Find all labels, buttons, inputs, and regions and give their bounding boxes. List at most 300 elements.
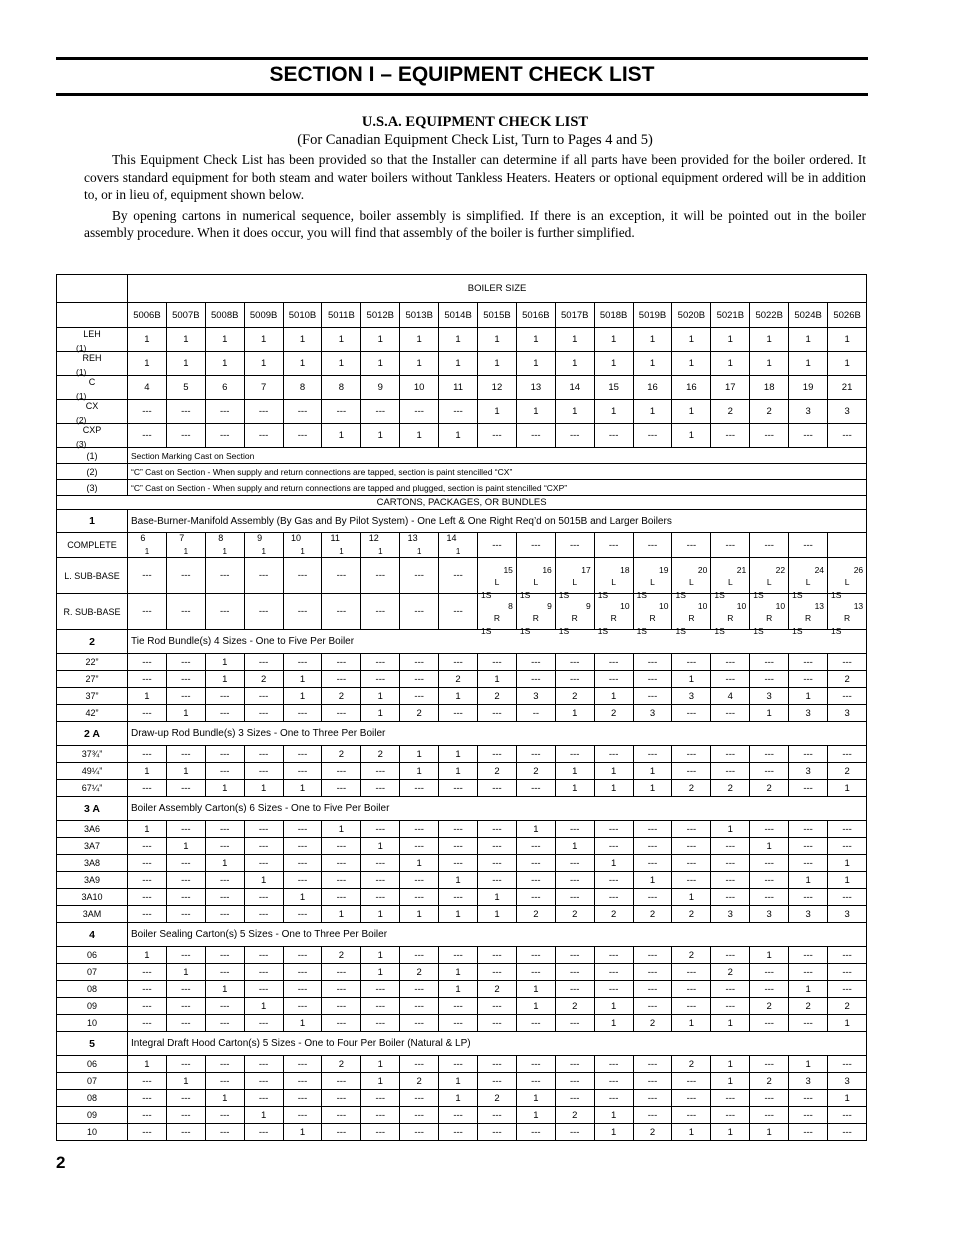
sub-number: 10 (697, 600, 708, 611)
boiler-size-5012b: 5012B (361, 303, 400, 328)
value-cell: --- (516, 838, 555, 855)
section-count-cell: --- (205, 400, 244, 424)
sub-code: 1S (558, 625, 570, 636)
value-cell: --- (478, 947, 517, 964)
value-cell: --- (633, 1107, 672, 1124)
value-cell: --- (166, 872, 205, 889)
footnote-mark: (1) (76, 390, 87, 401)
value-cell: --- (244, 654, 283, 671)
value-cell: 2 (672, 1056, 711, 1073)
value-cell: --- (633, 654, 672, 671)
value-cell: --- (516, 1073, 555, 1090)
value-cell: --- (594, 533, 633, 558)
value-cell: --- (633, 688, 672, 705)
value-cell: --- (283, 872, 322, 889)
item-label: 08 (57, 981, 128, 998)
value-cell: --- (361, 1015, 400, 1032)
section-row-reh (57, 352, 867, 376)
value-cell: --- (828, 688, 867, 705)
value-cell: 1 (166, 705, 205, 722)
group-number: 5 (57, 1032, 128, 1056)
value-cell: 1 (516, 998, 555, 1015)
group-title: Boiler Assembly Carton(s) 6 Sizes - One to Five Per Boiler (128, 797, 867, 821)
footnote-mark: (3) (76, 438, 87, 449)
value-cell: 1 (439, 763, 478, 780)
value-cell: --- (439, 558, 478, 594)
value-cell: --- (166, 1124, 205, 1141)
section-name: LEH (83, 328, 101, 339)
value-cell: --- (789, 746, 828, 763)
section-label-cell (57, 352, 128, 376)
value-cell: --- (322, 872, 361, 889)
cartons-header-row (57, 496, 867, 510)
value-cell: --- (828, 838, 867, 855)
item-label: 3AM (57, 906, 128, 923)
quantity: 1 (144, 547, 150, 556)
value-cell: 1 (439, 964, 478, 981)
value-cell: 1 (166, 964, 205, 981)
section-count-cell: 1 (322, 352, 361, 376)
footnote-mark: (2) (57, 464, 128, 480)
value-cell: --- (672, 981, 711, 998)
value-cell: 3 (711, 906, 750, 923)
stacked-value-cell (322, 533, 361, 558)
section-count-cell: 1 (439, 352, 478, 376)
value-cell: 1 (555, 763, 594, 780)
item-label: 07 (57, 964, 128, 981)
sub-base-row-left (57, 558, 867, 594)
section-count-cell: 1 (478, 400, 517, 424)
section-count-cell: --- (594, 424, 633, 448)
value-cell: 3 (828, 1073, 867, 1090)
value-cell: --- (439, 780, 478, 797)
item-row (57, 981, 867, 998)
value-cell: 2 (478, 688, 517, 705)
side-letter: L (766, 576, 772, 587)
value-cell: 1 (672, 889, 711, 906)
value-cell: --- (128, 654, 167, 671)
value-cell: --- (244, 746, 283, 763)
item-row (57, 1015, 867, 1032)
value-cell: --- (205, 1056, 244, 1073)
value-cell: --- (400, 780, 439, 797)
sub-code: 1S (519, 625, 531, 636)
value-cell: --- (633, 533, 672, 558)
sub-code: 1S (753, 589, 764, 600)
value-cell: --- (361, 654, 400, 671)
value-cell: --- (128, 780, 167, 797)
section-count-cell: 1 (555, 328, 594, 352)
quantity: 1 (378, 547, 383, 556)
value-cell: --- (244, 594, 283, 630)
value-cell: --- (166, 688, 205, 705)
value-cell: --- (244, 1090, 283, 1107)
item-row (57, 1107, 867, 1124)
value-cell: --- (672, 998, 711, 1015)
value-cell: --- (361, 821, 400, 838)
section-count-cell: 1 (322, 424, 361, 448)
stacked-value-cell (128, 533, 167, 558)
value-cell: 1 (244, 780, 283, 797)
section-count-cell: 1 (594, 352, 633, 376)
value-cell: 1 (828, 855, 867, 872)
stacked-value-cell (166, 533, 205, 558)
stacked-value-cell (555, 558, 594, 600)
boiler-size-5026b: 5026B (828, 303, 867, 328)
section-count-cell: --- (166, 424, 205, 448)
item-label: 3A8 (57, 855, 128, 872)
value-cell: --- (594, 964, 633, 981)
value-cell: --- (439, 889, 478, 906)
value-cell: --- (361, 671, 400, 688)
item-row (57, 889, 867, 906)
value-cell: 1 (400, 746, 439, 763)
value-cell: --- (283, 1073, 322, 1090)
section-label-cell (57, 400, 128, 424)
group-title: Tie Rod Bundle(s) 4 Sizes - One to Five Per Boiler (128, 630, 867, 654)
sub-number: 9 (257, 533, 263, 543)
value-cell: --- (594, 1073, 633, 1090)
sub-code: 1S (481, 625, 492, 636)
value-cell: --- (205, 872, 244, 889)
value-cell: 1 (789, 981, 828, 998)
sub-number: 14 (446, 533, 457, 543)
value-cell: 1 (439, 746, 478, 763)
value-cell: --- (439, 855, 478, 872)
side-letter: R (532, 612, 539, 623)
side-letter: L (805, 576, 811, 587)
value-cell: 2 (322, 746, 361, 763)
value-cell: --- (166, 855, 205, 872)
value-cell: 1 (361, 705, 400, 722)
value-cell: --- (789, 671, 828, 688)
value-cell: 1 (555, 780, 594, 797)
value-cell: --- (400, 1056, 439, 1073)
value-cell: --- (594, 821, 633, 838)
section-count-cell: --- (478, 424, 517, 448)
sub-number: 10 (290, 533, 301, 543)
value-cell: 1 (244, 872, 283, 889)
value-cell: --- (283, 1056, 322, 1073)
boiler-size-5017b: 5017B (555, 303, 594, 328)
value-cell: --- (400, 889, 439, 906)
value-cell: --- (244, 1015, 283, 1032)
value-cell: --- (400, 1124, 439, 1141)
value-cell: 2 (594, 906, 633, 923)
value-cell: --- (789, 1124, 828, 1141)
value-cell: --- (244, 981, 283, 998)
value-cell: --- (128, 1090, 167, 1107)
boiler-size-header: BOILER SIZE (128, 275, 867, 303)
value-cell: --- (633, 964, 672, 981)
value-cell: --- (439, 838, 478, 855)
sub-code: 1S (714, 589, 725, 600)
section-count-cell: 13 (516, 376, 555, 400)
sub-number: 10 (775, 600, 786, 611)
section-count-cell: 1 (361, 352, 400, 376)
section-count-cell: --- (789, 424, 828, 448)
header-corner-cell (57, 275, 128, 303)
boiler-size-5006b: 5006B (128, 303, 167, 328)
value-cell: --- (711, 671, 750, 688)
value-cell: --- (166, 1090, 205, 1107)
value-cell: --- (322, 671, 361, 688)
value-cell: --- (322, 558, 361, 594)
value-cell: --- (244, 838, 283, 855)
value-cell: --- (400, 872, 439, 889)
value-cell: --- (166, 780, 205, 797)
value-cell: --- (322, 889, 361, 906)
value-cell: 1 (400, 763, 439, 780)
value-cell: --- (244, 688, 283, 705)
section-count-cell: 1 (672, 352, 711, 376)
sub-number: 10 (659, 600, 669, 611)
side-letter: R (610, 612, 617, 623)
value-cell: 1 (205, 1090, 244, 1107)
item-label: 08 (57, 1090, 128, 1107)
value-cell: --- (283, 654, 322, 671)
item-row (57, 964, 867, 981)
value-cell: --- (205, 1107, 244, 1124)
quantity: 1 (300, 547, 305, 556)
side-letter: L (689, 576, 694, 587)
value-cell: 1 (439, 981, 478, 998)
item-label: 3A10 (57, 889, 128, 906)
intro-paragraph: By opening cartons in numerical sequence, boiler assembly is simplified. If there is an exception, it will be pointed out in the boiler assembly procedure. When it does occur, you will find that assembly of the boiler is further simplified. (84, 207, 866, 240)
value-cell: 1 (322, 906, 361, 923)
row-label: COMPLETE (57, 533, 128, 558)
value-cell: 2 (672, 947, 711, 964)
value-cell: 1 (283, 889, 322, 906)
value-cell: --- (633, 947, 672, 964)
sub-code: 1S (753, 625, 764, 636)
value-cell: --- (244, 906, 283, 923)
boiler-size-5016b: 5016B (516, 303, 555, 328)
value-cell: --- (400, 947, 439, 964)
item-label: 09 (57, 998, 128, 1015)
value-cell: --- (205, 558, 244, 594)
item-row (57, 1090, 867, 1107)
value-cell: --- (594, 981, 633, 998)
value-cell: --- (711, 746, 750, 763)
section-count-cell: 1 (516, 328, 555, 352)
quantity: 1 (455, 547, 461, 556)
section-row-leh (57, 328, 867, 352)
section-count-cell: 1 (633, 400, 672, 424)
group-title: Draw-up Rod Bundle(s) 3 Sizes - One to Three Per Boiler (128, 722, 867, 746)
quantity: 1 (261, 547, 266, 556)
value-cell: 2 (633, 1015, 672, 1032)
sub-code: 1S (792, 625, 803, 636)
sub-number: 15 (503, 564, 513, 575)
side-letter: R (571, 612, 578, 623)
side-letter: R (688, 612, 695, 623)
section-count-cell: 1 (594, 328, 633, 352)
value-cell: 1 (400, 855, 439, 872)
value-cell: --- (789, 1090, 828, 1107)
value-cell: --- (478, 1015, 517, 1032)
value-cell: --- (750, 654, 789, 671)
value-cell: --- (361, 1124, 400, 1141)
section-count-cell: 1 (322, 328, 361, 352)
section-count-cell: 1 (439, 328, 478, 352)
value-cell: --- (439, 1107, 478, 1124)
value-cell: --- (750, 533, 789, 558)
section-count-cell: --- (128, 424, 167, 448)
section-name: CXP (82, 424, 102, 435)
sub-code: 1S (519, 589, 531, 600)
value-cell: --- (750, 746, 789, 763)
section-count-cell: --- (205, 424, 244, 448)
value-cell: --- (128, 964, 167, 981)
value-cell: --- (322, 780, 361, 797)
value-cell: 1 (283, 1124, 322, 1141)
section-count-cell: 7 (244, 376, 283, 400)
sub-number: 10 (620, 600, 630, 611)
section-label-cell (57, 376, 128, 400)
value-cell: --- (283, 998, 322, 1015)
value-cell: --- (750, 855, 789, 872)
value-cell: --- (400, 838, 439, 855)
section-count-cell: --- (439, 400, 478, 424)
value-cell: 1 (516, 981, 555, 998)
value-cell: --- (322, 1107, 361, 1124)
value-cell: --- (750, 872, 789, 889)
header-corner-cell (57, 303, 128, 328)
value-cell: --- (205, 746, 244, 763)
value-cell: --- (166, 998, 205, 1015)
value-cell: 1 (828, 1090, 867, 1107)
section-count-cell: 10 (400, 376, 439, 400)
value-cell: --- (750, 763, 789, 780)
value-cell: --- (283, 821, 322, 838)
value-cell: --- (322, 654, 361, 671)
value-cell: --- (322, 763, 361, 780)
sub-code: 1S (636, 589, 647, 600)
value-cell: --- (322, 855, 361, 872)
value-cell: --- (478, 998, 517, 1015)
value-cell: --- (555, 654, 594, 671)
value-cell: --- (789, 838, 828, 855)
sub-number: 13 (407, 533, 418, 543)
intro-block (84, 113, 866, 245)
value-cell: 1 (711, 1124, 750, 1141)
value-cell: --- (633, 998, 672, 1015)
value-cell: --- (555, 533, 594, 558)
group-number: 3 A (57, 797, 128, 821)
value-cell: --- (205, 688, 244, 705)
value-cell: --- (166, 947, 205, 964)
section-count-cell: 9 (361, 376, 400, 400)
item-row (57, 838, 867, 855)
value-cell: --- (400, 998, 439, 1015)
value-cell: 2 (828, 998, 867, 1015)
value-cell: 1 (750, 947, 789, 964)
item-row (57, 1073, 867, 1090)
value-cell: 1 (789, 872, 828, 889)
value-cell: --- (128, 1124, 167, 1141)
footnote-mark: (1) (76, 366, 87, 377)
intro-paragraph: This Equipment Check List has been provided so that the Installer can determine if all parts have been provided for the boiler ordered. It covers standard equipment for both steam and water boilers without Tankless Heaters. Heaters or optional equipment ordered will be in addition to, or in lieu of, equipment shown below. (84, 152, 866, 202)
value-cell: 2 (711, 780, 750, 797)
value-cell: 1 (361, 906, 400, 923)
item-label: 42” (57, 705, 128, 722)
value-cell: --- (828, 1056, 867, 1073)
boiler-size-5015b: 5015B (478, 303, 517, 328)
value-cell: 1 (166, 838, 205, 855)
value-cell: --- (283, 558, 322, 594)
section-count-cell: --- (283, 400, 322, 424)
item-row (57, 855, 867, 872)
value-cell: 3 (750, 688, 789, 705)
sub-code: 1S (675, 625, 686, 636)
checklist-heading: U.S.A. EQUIPMENT CHECK LIST (361, 114, 589, 130)
stacked-value-cell (672, 558, 711, 600)
value-cell: --- (555, 889, 594, 906)
group-number: 1 (57, 510, 128, 533)
value-cell: --- (322, 981, 361, 998)
boiler-size-5014b: 5014B (439, 303, 478, 328)
value-cell: --- (750, 821, 789, 838)
value-cell: --- (283, 594, 322, 630)
value-cell: --- (322, 964, 361, 981)
footnote-row (57, 448, 867, 464)
value-cell: --- (361, 1090, 400, 1107)
value-cell: 2 (361, 746, 400, 763)
value-cell: --- (555, 1073, 594, 1090)
sub-number: 17 (581, 564, 591, 575)
section-count-cell: --- (516, 424, 555, 448)
sub-code: 1S (831, 589, 842, 600)
value-cell: 2 (750, 780, 789, 797)
value-cell: --- (750, 671, 789, 688)
value-cell: 1 (283, 671, 322, 688)
sub-number: 20 (697, 564, 708, 575)
section-count-cell: 14 (555, 376, 594, 400)
item-row (57, 705, 867, 722)
value-cell: 1 (128, 1056, 167, 1073)
stacked-value-cell (361, 533, 400, 558)
sub-number: 12 (368, 533, 379, 543)
section-count-cell: 17 (711, 376, 750, 400)
section-count-cell: 1 (750, 328, 789, 352)
value-cell: --- (555, 746, 594, 763)
value-cell: --- (594, 947, 633, 964)
value-cell: --- (322, 1090, 361, 1107)
value-cell: --- (516, 1015, 555, 1032)
item-label: 10 (57, 1124, 128, 1141)
sub-number: 21 (736, 564, 747, 575)
value-cell: --- (283, 855, 322, 872)
group-title-row (57, 797, 867, 821)
value-cell: --- (633, 821, 672, 838)
value-cell: --- (166, 821, 205, 838)
footnote-mark: (3) (57, 480, 128, 496)
boiler-size-header-row (57, 275, 867, 303)
value-cell: 2 (672, 780, 711, 797)
section-count-cell: 16 (672, 376, 711, 400)
section-count-cell: 1 (633, 328, 672, 352)
value-cell: --- (789, 1015, 828, 1032)
value-cell: --- (400, 1107, 439, 1124)
value-cell: --- (283, 1090, 322, 1107)
section-count-cell: 21 (828, 376, 867, 400)
value-cell: --- (478, 821, 517, 838)
value-cell: 1 (594, 1107, 633, 1124)
boiler-size-5008b: 5008B (205, 303, 244, 328)
value-cell: --- (166, 1056, 205, 1073)
side-letter: R (766, 612, 773, 623)
